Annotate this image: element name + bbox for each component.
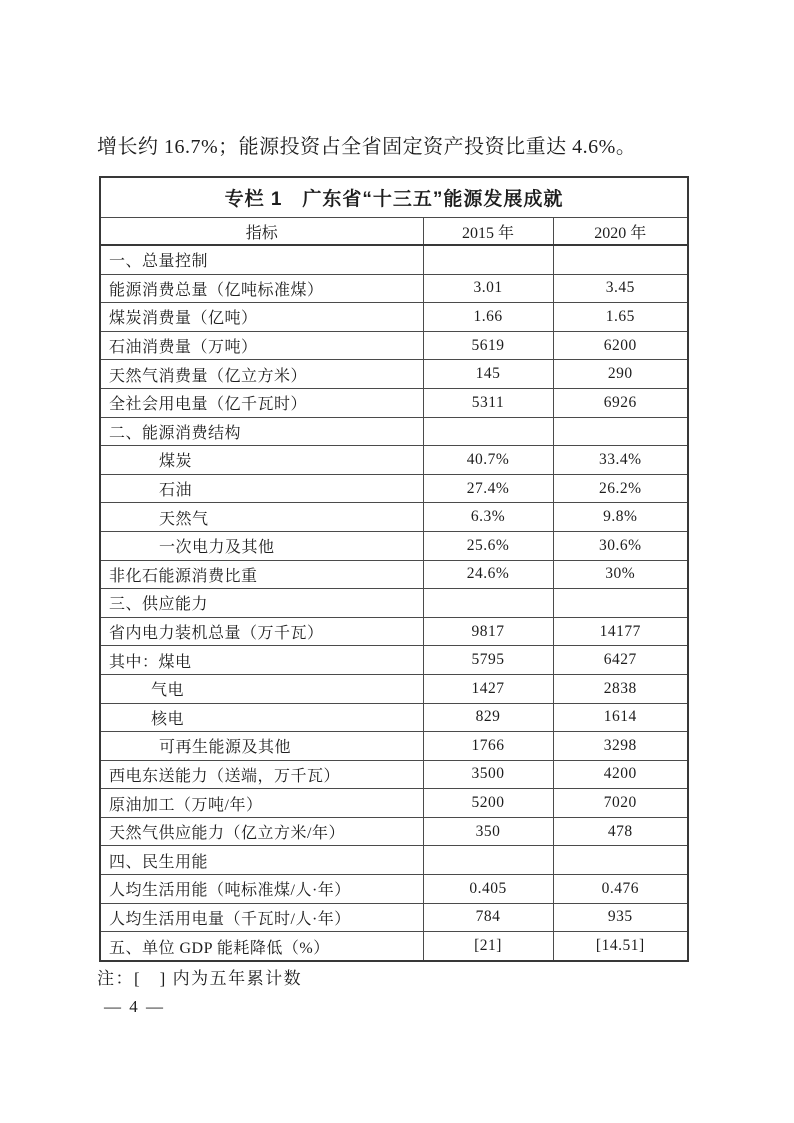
row-label: 人均生活用电量（千瓦时/人·年）	[100, 903, 423, 932]
row-value-2020: 935	[553, 903, 688, 932]
row-label: 天然气供应能力（亿立方米/年）	[100, 817, 423, 846]
row-label: 全社会用电量（亿千瓦时）	[100, 388, 423, 417]
table-row	[100, 903, 688, 932]
table-row	[100, 245, 688, 274]
row-label: 二、能源消费结构	[100, 417, 423, 446]
row-value-2015	[423, 417, 553, 446]
row-value-2020: 26.2%	[553, 474, 688, 503]
table-row	[100, 789, 688, 818]
row-value-2020: 30.6%	[553, 531, 688, 560]
row-value-2015: 5200	[423, 789, 553, 818]
row-label: 一、总量控制	[100, 245, 423, 274]
row-value-2020: 3.45	[553, 274, 688, 303]
row-value-2015: 1427	[423, 674, 553, 703]
table-row	[100, 417, 688, 446]
table-row	[100, 474, 688, 503]
row-value-2015: 829	[423, 703, 553, 732]
column-header-2020: 2020 年	[553, 218, 688, 246]
row-label: 可再生能源及其他	[100, 732, 423, 761]
table-row	[100, 846, 688, 875]
table-row	[100, 331, 688, 360]
table-row	[100, 303, 688, 332]
row-value-2020: 3298	[553, 732, 688, 761]
column-header-2015: 2015 年	[423, 218, 553, 246]
table-body	[100, 245, 688, 961]
table-row	[100, 531, 688, 560]
table-row	[100, 646, 688, 675]
row-label: 三、供应能力	[100, 589, 423, 618]
row-value-2020: 1614	[553, 703, 688, 732]
row-label: 核电	[100, 703, 423, 732]
row-value-2015: 145	[423, 360, 553, 389]
row-value-2015: 1766	[423, 732, 553, 761]
row-value-2015: 5311	[423, 388, 553, 417]
table-row	[100, 703, 688, 732]
table-footnote: 注：[ ] 内为五年累计数	[97, 969, 303, 988]
row-label: 其中：煤电	[100, 646, 423, 675]
row-value-2020	[553, 589, 688, 618]
row-label: 石油	[100, 474, 423, 503]
table-row	[100, 875, 688, 904]
table-title: 专栏 1 广东省“十三五”能源发展成就	[100, 177, 688, 218]
row-value-2015: 6.3%	[423, 503, 553, 532]
table-row	[100, 732, 688, 761]
row-label: 煤炭消费量（亿吨）	[100, 303, 423, 332]
row-value-2015	[423, 589, 553, 618]
row-value-2015	[423, 245, 553, 274]
row-value-2020	[553, 417, 688, 446]
row-value-2020: 478	[553, 817, 688, 846]
row-value-2020: 9.8%	[553, 503, 688, 532]
column-header-indicator: 指标	[100, 218, 423, 246]
row-value-2015: 24.6%	[423, 560, 553, 589]
row-value-2015: 784	[423, 903, 553, 932]
row-label: 气电	[100, 674, 423, 703]
row-value-2020: 290	[553, 360, 688, 389]
row-label: 一次电力及其他	[100, 531, 423, 560]
row-value-2015: 9817	[423, 617, 553, 646]
table-row	[100, 560, 688, 589]
row-label: 省内电力装机总量（万千瓦）	[100, 617, 423, 646]
table-row	[100, 817, 688, 846]
row-value-2020: 4200	[553, 760, 688, 789]
table-row	[100, 274, 688, 303]
row-value-2015	[423, 846, 553, 875]
row-value-2015: 5795	[423, 646, 553, 675]
table-row	[100, 503, 688, 532]
row-value-2020: 2838	[553, 674, 688, 703]
row-value-2015: 0.405	[423, 875, 553, 904]
row-value-2015: 40.7%	[423, 446, 553, 475]
row-value-2020: 33.4%	[553, 446, 688, 475]
row-value-2020: 1.65	[553, 303, 688, 332]
row-value-2015: 5619	[423, 331, 553, 360]
row-value-2015: 3500	[423, 760, 553, 789]
row-value-2015: 350	[423, 817, 553, 846]
row-label: 四、民生用能	[100, 846, 423, 875]
row-value-2020: 6200	[553, 331, 688, 360]
row-value-2020: 30%	[553, 560, 688, 589]
table-row	[100, 388, 688, 417]
row-value-2020: 14177	[553, 617, 688, 646]
row-value-2020: [14.51]	[553, 932, 688, 961]
row-value-2015: 27.4%	[423, 474, 553, 503]
page-number: — 4 —	[104, 997, 165, 1016]
energy-achievements-table	[99, 176, 689, 962]
row-value-2020: 6926	[553, 388, 688, 417]
table-row	[100, 360, 688, 389]
row-value-2020: 7020	[553, 789, 688, 818]
row-value-2020	[553, 846, 688, 875]
row-value-2020: 6427	[553, 646, 688, 675]
row-label: 天然气	[100, 503, 423, 532]
row-label: 天然气消费量（亿立方米）	[100, 360, 423, 389]
table-row	[100, 932, 688, 961]
row-label: 五、单位 GDP 能耗降低（%）	[100, 932, 423, 961]
row-value-2015: 1.66	[423, 303, 553, 332]
table-row	[100, 446, 688, 475]
table-header-row	[100, 218, 688, 246]
row-label: 能源消费总量（亿吨标准煤）	[100, 274, 423, 303]
table-row	[100, 674, 688, 703]
row-label: 原油加工（万吨/年）	[100, 789, 423, 818]
row-value-2020	[553, 245, 688, 274]
row-label: 煤炭	[100, 446, 423, 475]
table-head	[100, 177, 688, 245]
table-row	[100, 617, 688, 646]
table-row	[100, 760, 688, 789]
row-value-2015: 25.6%	[423, 531, 553, 560]
row-label: 石油消费量（万吨）	[100, 331, 423, 360]
intro-paragraph: 增长约 16.7%；能源投资占全省固定资产投资比重达 4.6%。	[97, 136, 637, 158]
row-value-2015: 3.01	[423, 274, 553, 303]
row-label: 西电东送能力（送端，万千瓦）	[100, 760, 423, 789]
row-label: 非化石能源消费比重	[100, 560, 423, 589]
table-row	[100, 589, 688, 618]
row-label: 人均生活用能（吨标准煤/人·年）	[100, 875, 423, 904]
row-value-2015: [21]	[423, 932, 553, 961]
row-value-2020: 0.476	[553, 875, 688, 904]
table-title-row	[100, 177, 688, 218]
